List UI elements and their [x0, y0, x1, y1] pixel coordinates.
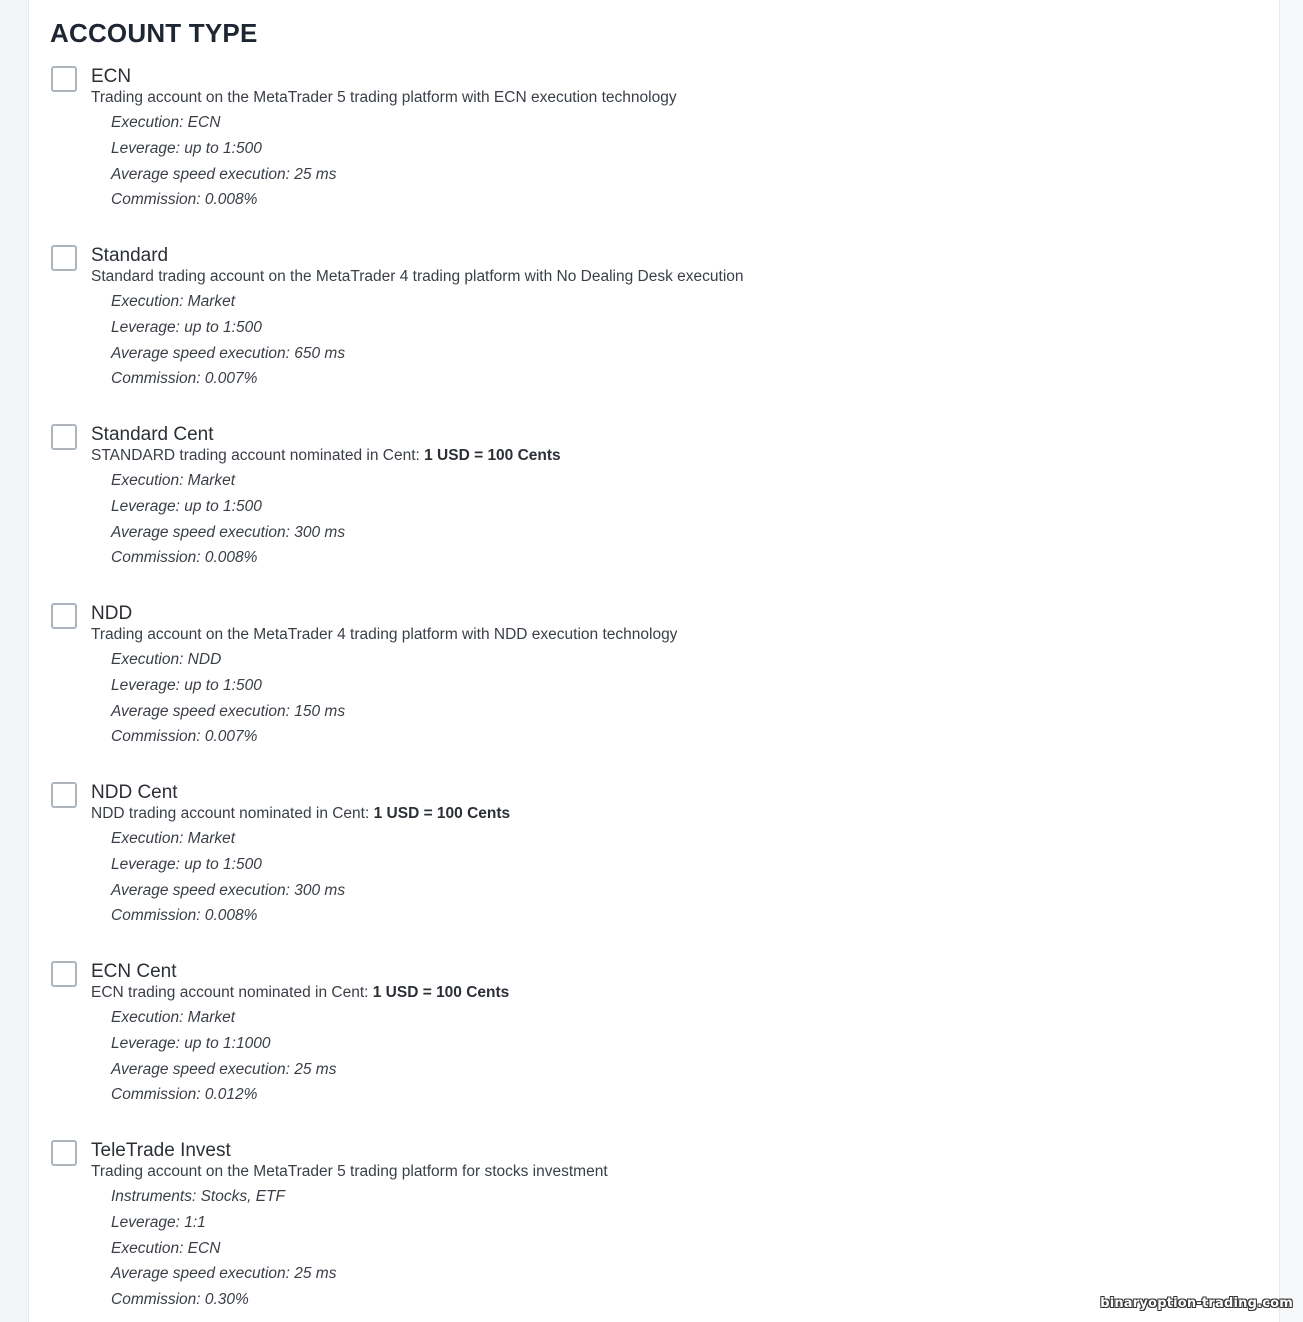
- account-checkbox-ecn[interactable]: [51, 66, 77, 92]
- account-description-text: Standard trading account on the MetaTrader 4 trading platform with No Dealing Desk execution: [91, 268, 744, 285]
- account-name: Standard Cent: [91, 424, 214, 445]
- account-option-body: [91, 1140, 608, 1313]
- spec-item: Leverage: up to 1:500: [111, 497, 262, 515]
- account-checkbox-ecn-cent[interactable]: [51, 961, 77, 987]
- account-option-ecn-cent[interactable]: [50, 961, 1250, 1140]
- spec-item: Commission: 0.008%: [111, 907, 258, 925]
- spec-item: Execution: ECN: [111, 1239, 221, 1257]
- account-description: [91, 88, 677, 108]
- spec-item: Leverage: 1:1: [111, 1213, 206, 1231]
- spec-item: Commission: 0.007%: [111, 728, 258, 746]
- spec-item: Average speed execution: 300 ms: [111, 881, 346, 899]
- spec-item: Instruments: Stocks, ETF: [111, 1188, 285, 1205]
- account-type-list: [50, 66, 1250, 1319]
- account-option-standard[interactable]: [50, 245, 1250, 424]
- account-description-text: Trading account on the MetaTrader 5 trading platform with ECN execution technology: [91, 89, 677, 106]
- spec-item: Execution: Market: [111, 293, 236, 310]
- account-description: [91, 446, 561, 466]
- account-description-text: Trading account on the MetaTrader 5 trading platform for stocks investment: [91, 1163, 608, 1180]
- page-background-left: [0, 0, 28, 1322]
- spec-item: Leverage: up to 1:500: [111, 676, 262, 694]
- account-checkbox-standard-cent[interactable]: [51, 424, 77, 450]
- account-option-body: [91, 782, 510, 929]
- account-name: Standard: [91, 245, 169, 266]
- account-specs: [111, 110, 677, 213]
- account-description: [91, 1162, 608, 1182]
- account-specs: [111, 1005, 509, 1108]
- spec-item: Average speed execution: 25 ms: [111, 1060, 337, 1078]
- spec-item: Execution: Market: [111, 1009, 236, 1026]
- spec-item: Average speed execution: 650 ms: [111, 344, 346, 362]
- account-description: [91, 804, 510, 824]
- spec-item: Execution: ECN: [111, 114, 221, 131]
- spec-item: Execution: Market: [111, 472, 236, 489]
- account-option-ndd-cent[interactable]: [50, 782, 1250, 961]
- account-specs: [111, 1184, 608, 1313]
- account-description-text: NDD trading account nominated in Cent:: [91, 805, 374, 822]
- spec-item: Leverage: up to 1:500: [111, 318, 262, 336]
- account-name: ECN: [91, 66, 132, 87]
- account-description-bold: 1 USD = 100 Cents: [372, 984, 510, 1001]
- account-description: [91, 625, 677, 645]
- account-checkbox-teletrade-invest[interactable]: [51, 1140, 77, 1166]
- account-description: [91, 983, 509, 1003]
- spec-item: Commission: 0.30%: [111, 1291, 249, 1309]
- account-description-bold: 1 USD = 100 Cents: [424, 447, 561, 464]
- spec-item: Execution: Market: [111, 830, 236, 847]
- account-checkbox-standard[interactable]: [51, 245, 77, 271]
- spec-item: Commission: 0.007%: [111, 370, 258, 388]
- account-checkbox-ndd[interactable]: [51, 603, 77, 629]
- spec-item: Average speed execution: 25 ms: [111, 165, 337, 183]
- spec-item: Leverage: up to 1:1000: [111, 1034, 271, 1052]
- spec-item: Leverage: up to 1:500: [111, 855, 262, 873]
- section-title: ACCOUNT TYPE: [50, 18, 258, 48]
- spec-item: Average speed execution: 150 ms: [111, 702, 346, 720]
- account-option-standard-cent[interactable]: [50, 424, 1250, 603]
- account-description-text: ECN trading account nominated in Cent:: [91, 984, 373, 1001]
- account-specs: [111, 289, 744, 392]
- account-description-text: STANDARD trading account nominated in Cent:: [91, 447, 425, 464]
- account-specs: [111, 468, 561, 571]
- account-description-bold: 1 USD = 100 Cents: [373, 805, 511, 822]
- account-option-body: [91, 961, 509, 1108]
- account-name: NDD: [91, 603, 133, 624]
- account-specs: [111, 826, 510, 929]
- account-description: [91, 267, 744, 287]
- account-option-body: [91, 603, 677, 750]
- account-name: ECN Cent: [91, 961, 177, 982]
- spec-item: Execution: NDD: [111, 651, 222, 668]
- account-type-panel: [28, 0, 1280, 1322]
- spec-item: Average speed execution: 25 ms: [111, 1265, 337, 1283]
- spec-item: Commission: 0.012%: [111, 1086, 258, 1104]
- account-specs: [111, 647, 677, 750]
- account-option-teletrade-invest[interactable]: [50, 1140, 1250, 1319]
- spec-item: Commission: 0.008%: [111, 549, 258, 567]
- account-description-text: Trading account on the MetaTrader 4 trading platform with NDD execution technology: [91, 626, 678, 643]
- account-checkbox-ndd-cent[interactable]: [51, 782, 77, 808]
- account-option-body: [91, 245, 744, 392]
- spec-item: Leverage: up to 1:500: [111, 139, 262, 157]
- account-option-ndd[interactable]: [50, 603, 1250, 782]
- account-option-ecn[interactable]: [50, 66, 1250, 245]
- account-name: TeleTrade Invest: [91, 1140, 231, 1161]
- account-option-body: [91, 66, 677, 213]
- watermark-text: binaryoption-trading.com: [1100, 1296, 1293, 1311]
- account-name: NDD Cent: [91, 782, 178, 803]
- account-option-body: [91, 424, 561, 571]
- spec-item: Average speed execution: 300 ms: [111, 523, 346, 541]
- spec-item: Commission: 0.008%: [111, 191, 258, 209]
